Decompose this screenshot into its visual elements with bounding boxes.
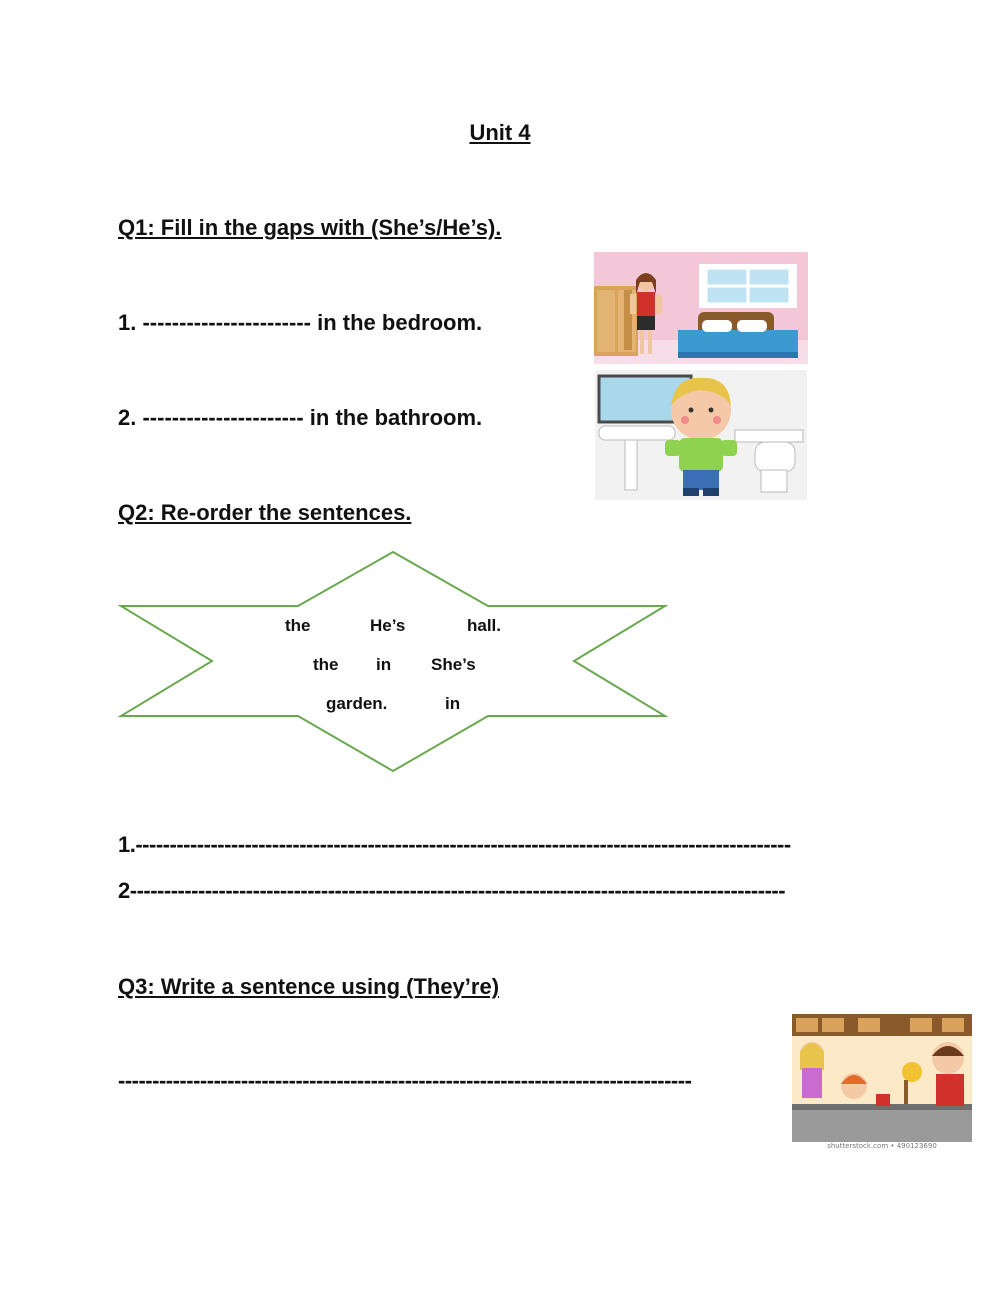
bathroom-image <box>595 370 807 500</box>
q1-item-1 <box>118 310 482 336</box>
star-word-3: hall. <box>467 616 502 635</box>
q2-answer-2-number: 2 <box>118 878 130 903</box>
kitchen-image-caption: shutterstock.com • 490123690 <box>827 1142 937 1150</box>
q2-answer-1-blank[interactable]: ------------------------------------------------------------------------------------------------ <box>135 832 791 857</box>
q1-item-2-text: in the bathroom. <box>309 405 483 430</box>
q3-answer-blank[interactable]: ------------------------------------------------------------------------------------ <box>118 1068 692 1093</box>
kitchen-image <box>792 1014 972 1152</box>
q1-item-2-number: 2. <box>118 405 137 430</box>
star-word-4: the <box>313 655 339 674</box>
star-word-7: garden. <box>326 694 388 713</box>
page-title: Unit 4 <box>469 120 531 145</box>
q2-answer-2 <box>118 878 875 904</box>
q2-answer-1-number: 1. <box>118 832 136 857</box>
q1-item-2 <box>118 405 482 431</box>
star-word-6: She’s <box>431 655 476 674</box>
q1-item-1-text: in the bedroom. <box>317 310 483 335</box>
q2-heading: Q2: Re-order the sentences. <box>118 500 412 525</box>
star-word-5: in <box>376 655 392 674</box>
q2-answer-1 <box>118 832 883 858</box>
q1-item-1-blank[interactable]: ----------------------- <box>142 310 311 335</box>
q2-answer-2-blank[interactable]: ------------------------------------------------------------------------------------------------ <box>129 878 786 903</box>
q1-heading: Q1: Fill in the gaps with (She’s/He’s). <box>118 215 502 240</box>
q1-item-2-blank[interactable]: ---------------------- <box>142 405 304 430</box>
word-star <box>118 550 668 774</box>
star-outline <box>121 552 665 771</box>
q1-item-1-number: 1. <box>118 310 137 335</box>
star-word-1: the <box>285 616 311 635</box>
bedroom-image <box>594 252 808 364</box>
q3-heading: Q3: Write a sentence using (They’re) <box>118 974 500 999</box>
star-word-2: He’s <box>370 616 406 635</box>
star-word-8: in <box>445 694 461 713</box>
